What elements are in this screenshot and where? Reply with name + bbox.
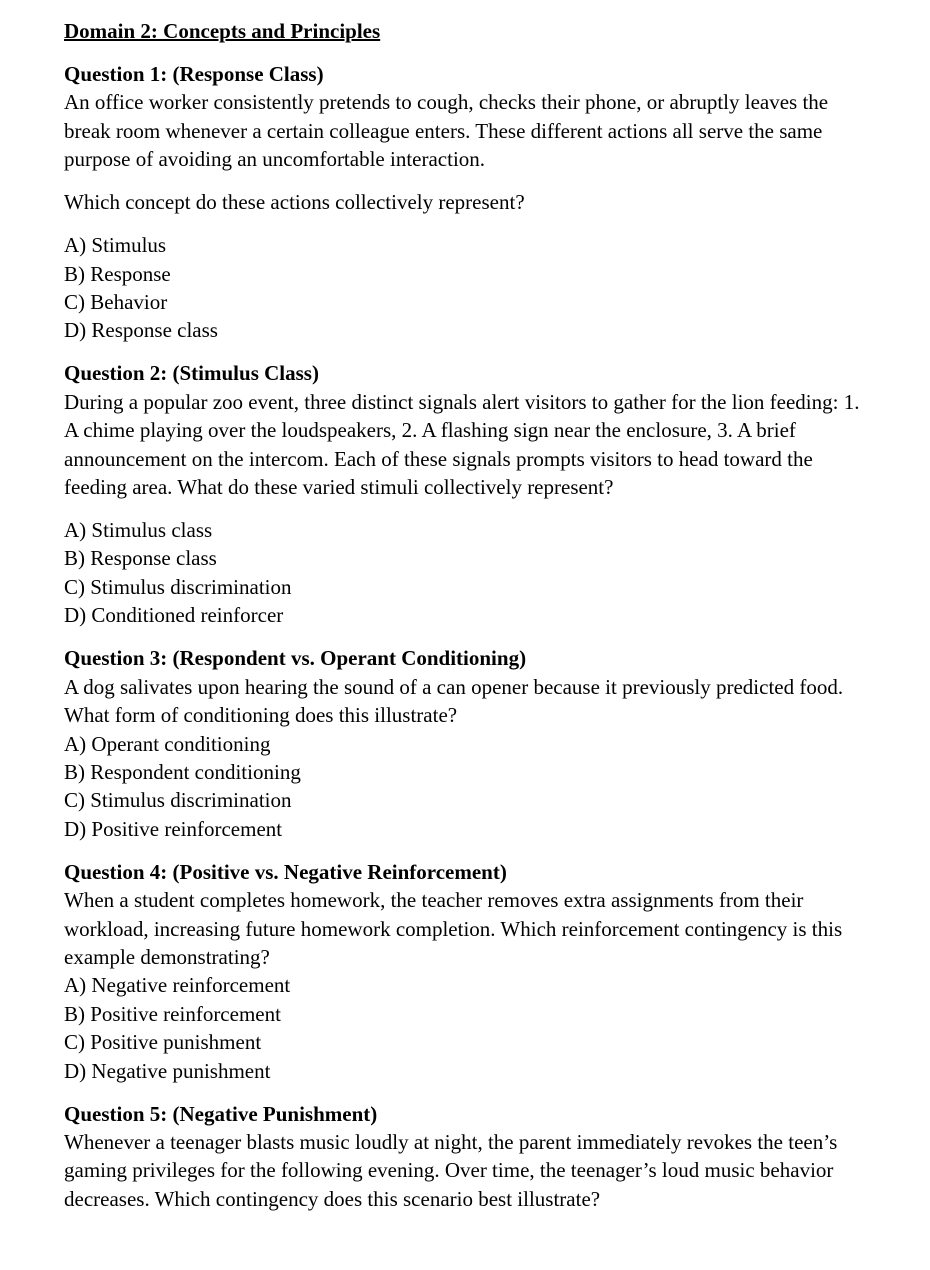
options-list: [64, 516, 868, 630]
answer-option: A) Stimulus class: [64, 518, 213, 543]
answer-option: D) Response class: [64, 318, 218, 343]
options-list: [64, 730, 868, 844]
answer-option: C) Behavior: [64, 290, 168, 315]
question-heading: Question 5: (Negative Punishment): [64, 1101, 378, 1126]
question-block: [64, 644, 868, 843]
page-title: Domain 2: Concepts and Principles: [64, 19, 381, 43]
answer-option: B) Respondent conditioning: [64, 759, 301, 784]
answer-option: B) Positive reinforcement: [64, 1001, 281, 1026]
options-list: [64, 971, 868, 1085]
question-text: During a popular zoo event, three distinct signals alert visitors to gather for the lion feeding: 1. A chime playing over the loudspeakers, 2. A flashing sign near the enclosure, 3. A brief announcement on the intercom. Each of these signals prompts visitors to head toward the feeding area. What do these varied stimuli collectively represent?: [64, 389, 860, 500]
answer-option: D) Negative punishment: [64, 1058, 271, 1083]
answer-option: C) Stimulus discrimination: [64, 788, 292, 813]
question-block: [64, 858, 868, 1085]
question-heading: Question 4: (Positive vs. Negative Reinforcement): [64, 859, 507, 884]
answer-option: B) Response class: [64, 546, 217, 571]
answer-option: A) Negative reinforcement: [64, 973, 291, 998]
question-text: A dog salivates upon hearing the sound of a can opener because it previously predicted food. What form of conditioning does this illustrate?: [64, 674, 844, 728]
question-heading: Question 2: (Stimulus Class): [64, 361, 319, 386]
answer-option: A) Operant conditioning: [64, 731, 271, 756]
questions-container: [64, 60, 868, 1213]
question-text: An office worker consistently pretends to cough, checks their phone, or abruptly leaves the break room whenever a certain colleague enters. These different actions all serve the same purpose of avoiding an uncomfortable interaction.: [64, 90, 829, 172]
question-heading: Question 3: (Respondent vs. Operant Conditioning): [64, 646, 527, 671]
question-text: Which concept do these actions collectively represent?: [64, 190, 525, 215]
answer-option: C) Stimulus discrimination: [64, 574, 292, 599]
answer-option: C) Positive punishment: [64, 1030, 262, 1055]
question-block: [64, 1100, 868, 1214]
options-list: [64, 231, 868, 345]
question-block: [64, 60, 868, 345]
answer-option: A) Stimulus: [64, 233, 167, 258]
question-text: When a student completes homework, the teacher removes extra assignments from their workload, increasing future homework completion. Which reinforcement contingency is this example demonstrating?: [64, 888, 843, 969]
answer-option: D) Conditioned reinforcer: [64, 603, 284, 628]
question-block: [64, 359, 868, 629]
question-heading: Question 1: (Response Class): [64, 62, 324, 86]
answer-option: D) Positive reinforcement: [64, 816, 283, 841]
answer-option: B) Response: [64, 261, 171, 286]
question-text: Whenever a teenager blasts music loudly at night, the parent immediately revokes the teen’s gaming privileges for the following evening. Over time, the teenager’s loud music behavior decreases. Which contingency does this scenario best illustrate?: [64, 1129, 838, 1211]
